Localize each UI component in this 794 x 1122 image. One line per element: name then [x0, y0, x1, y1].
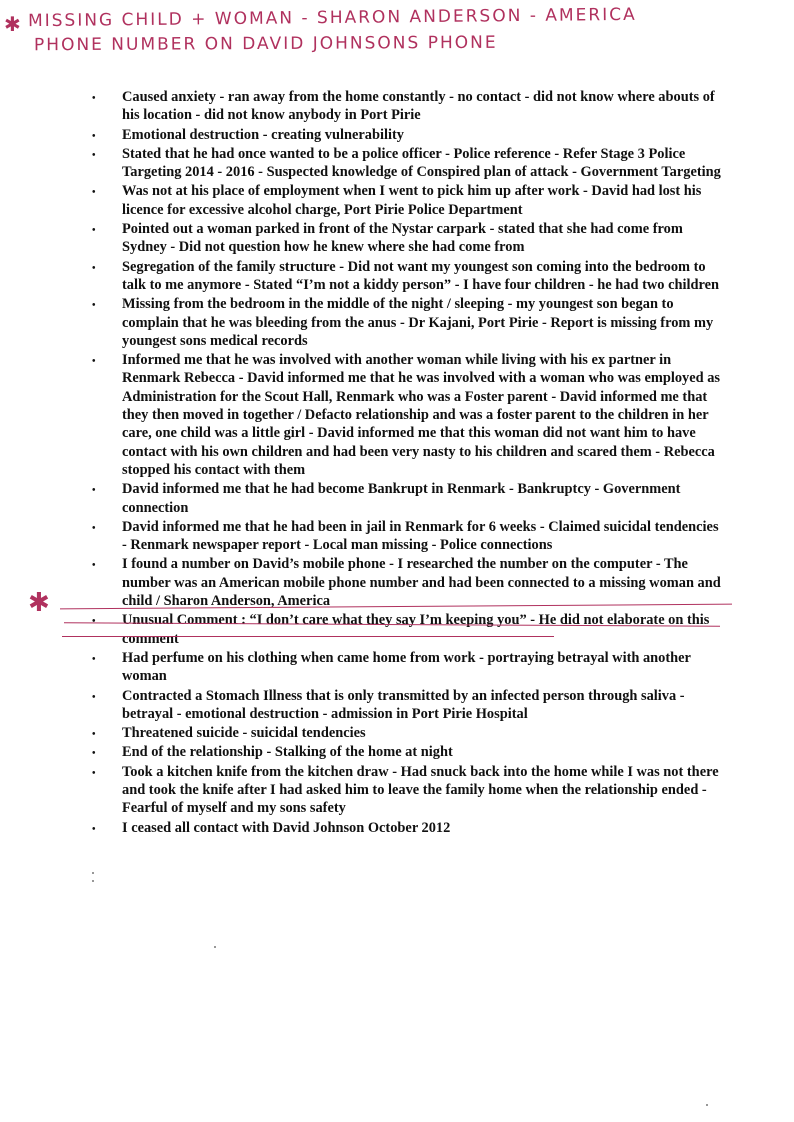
- margin-star-icon: ✱: [28, 588, 50, 618]
- list-item-text: David informed me that he had been in jail in Renmark for 6 weeks - Claimed suicidal tendencies - Renmark newspaper report - Local man missing - Police connections: [122, 518, 719, 554]
- list-item: [92, 763, 722, 818]
- list-item: [92, 126, 722, 144]
- list-item-text: Emotional destruction - creating vulnerability: [122, 126, 404, 143]
- bullet-icon: •: [92, 130, 96, 142]
- bullet-icon: •: [92, 485, 96, 497]
- bullet-icon: •: [92, 187, 96, 199]
- list-item-text: Took a kitchen knife from the kitchen draw - Had snuck back into the home while I was not there and took the knife after I had asked him to leave the family home when the relationship ended - Fearful of myself and my sons safety: [122, 763, 719, 817]
- list-item-text: Segregation of the family structure - Did not want my youngest son coming into the bedroom to talk to me anymore - Stated “I’m not a kiddy person” - I have four children - he had two children: [122, 258, 719, 293]
- handwritten-annotation-line-1: MISSING CHILD + WOMAN - SHARON ANDERSON - AMERICA: [27, 4, 637, 32]
- list-item: [92, 819, 722, 837]
- list-item-text: Unusual Comment : “I don’t care what they say I’m keeping you” - He did not elaborate on this comment: [122, 612, 710, 647]
- list-item: [92, 649, 722, 686]
- list-item: [92, 220, 722, 257]
- list-item-text: Contracted a Stomach Illness that is only transmitted by an infected person through saliva - betrayal - emotional destruction - admission in Port Pirie Hospital: [122, 687, 685, 722]
- bullet-icon: •: [92, 522, 96, 534]
- list-item: [92, 480, 722, 517]
- list-item-text: I found a number on David’s mobile phone - I researched the number on the computer - The number was an American mobile phone number and had been connected to a missing woman and child / Sharon Anderson, America: [122, 556, 721, 610]
- list-item-text: Caused anxiety - ran away from the home constantly - no contact - did not know where abouts of his location - did not know anybody in Port Pirie: [122, 89, 715, 124]
- list-item-text: David informed me that he had become Bankrupt in Renmark - Bankruptcy - Government connection: [122, 481, 681, 516]
- bullet-icon: •: [92, 748, 96, 760]
- bullet-icon: •: [92, 225, 96, 237]
- list-item-text: Stated that he had once wanted to be a police officer - Police reference - Refer Stage 3 Police Targeting 2014 - 2016 - Suspected knowledge of Conspired plan of attack - Government Targeting: [122, 145, 721, 181]
- scan-speck: [214, 946, 216, 948]
- list-item-text: Was not at his place of employment when I went to pick him up after work - David had lost his licence for excessive alcohol charge, Port Pirie Police Department: [122, 183, 702, 218]
- list-item-text: End of the relationship - Stalking of the home at night: [122, 744, 453, 761]
- list-item: [92, 724, 722, 742]
- list-item: [92, 611, 722, 648]
- bullet-icon: •: [92, 823, 96, 835]
- bullet-icon: •: [92, 616, 96, 628]
- list-item-text: Pointed out a woman parked in front of the Nystar carpark - stated that she had come from Sydney - Did not question how he knew where she had come from: [122, 221, 683, 256]
- list-item: [92, 687, 722, 724]
- list-item: [92, 555, 722, 610]
- handwritten-annotation-line-2: PHONE NUMBER ON DAVID JOHNSONS PHONE: [33, 32, 498, 56]
- bullet-icon: •: [92, 691, 96, 703]
- handwritten-star-icon: ✱: [4, 12, 21, 36]
- scan-speck: [706, 1104, 708, 1106]
- list-item: [92, 182, 722, 219]
- bullet-icon: •: [92, 149, 96, 161]
- list-item-text: Had perfume on his clothing when came home from work - portraying betrayal with another woman: [122, 649, 691, 685]
- list-item: [92, 351, 722, 479]
- list-item: [92, 258, 722, 295]
- list-item: [92, 743, 722, 761]
- list-item: [92, 88, 722, 125]
- bullet-icon: •: [92, 767, 96, 779]
- scan-speck: [92, 872, 94, 874]
- bullet-icon: •: [92, 93, 96, 104]
- list-item: [92, 295, 722, 350]
- list-item-text: Threatened suicide - suicidal tendencies: [122, 725, 366, 742]
- bullet-icon: •: [92, 729, 96, 741]
- list-item-text: I ceased all contact with David Johnson October 2012: [122, 819, 451, 836]
- list-item-text: Informed me that he was involved with another woman while living with his ex partner in Renmark Rebecca - David informed me that he was involved with a woman who was employed as Administration for the Scout Hall, Renmark who was a Foster parent - David informed me that they then moved in together / Defacto relationship and was a foster parent to the children in her care, one child was a little girl - David informed me that this woman did not want him to have contact with his own children and had been very nasty to his children and scared them - Rebecca stopped his contact with them: [122, 352, 720, 478]
- bullet-icon: •: [92, 262, 96, 274]
- list-item: [92, 518, 722, 555]
- bullet-icon: •: [92, 356, 96, 368]
- bullet-icon: •: [92, 653, 96, 665]
- scan-speck: [92, 880, 94, 882]
- bullet-list: [92, 88, 722, 838]
- pen-underline: [62, 636, 554, 637]
- list-item-text: Missing from the bedroom in the middle of the night / sleeping - my youngest son began to complain that he was bleeding from the anus - Dr Kajani, Port Pirie - Report is missing from my youngest sons medical records: [122, 296, 714, 349]
- bullet-icon: •: [92, 300, 96, 312]
- bullet-icon: •: [92, 560, 96, 572]
- list-item: [92, 145, 722, 182]
